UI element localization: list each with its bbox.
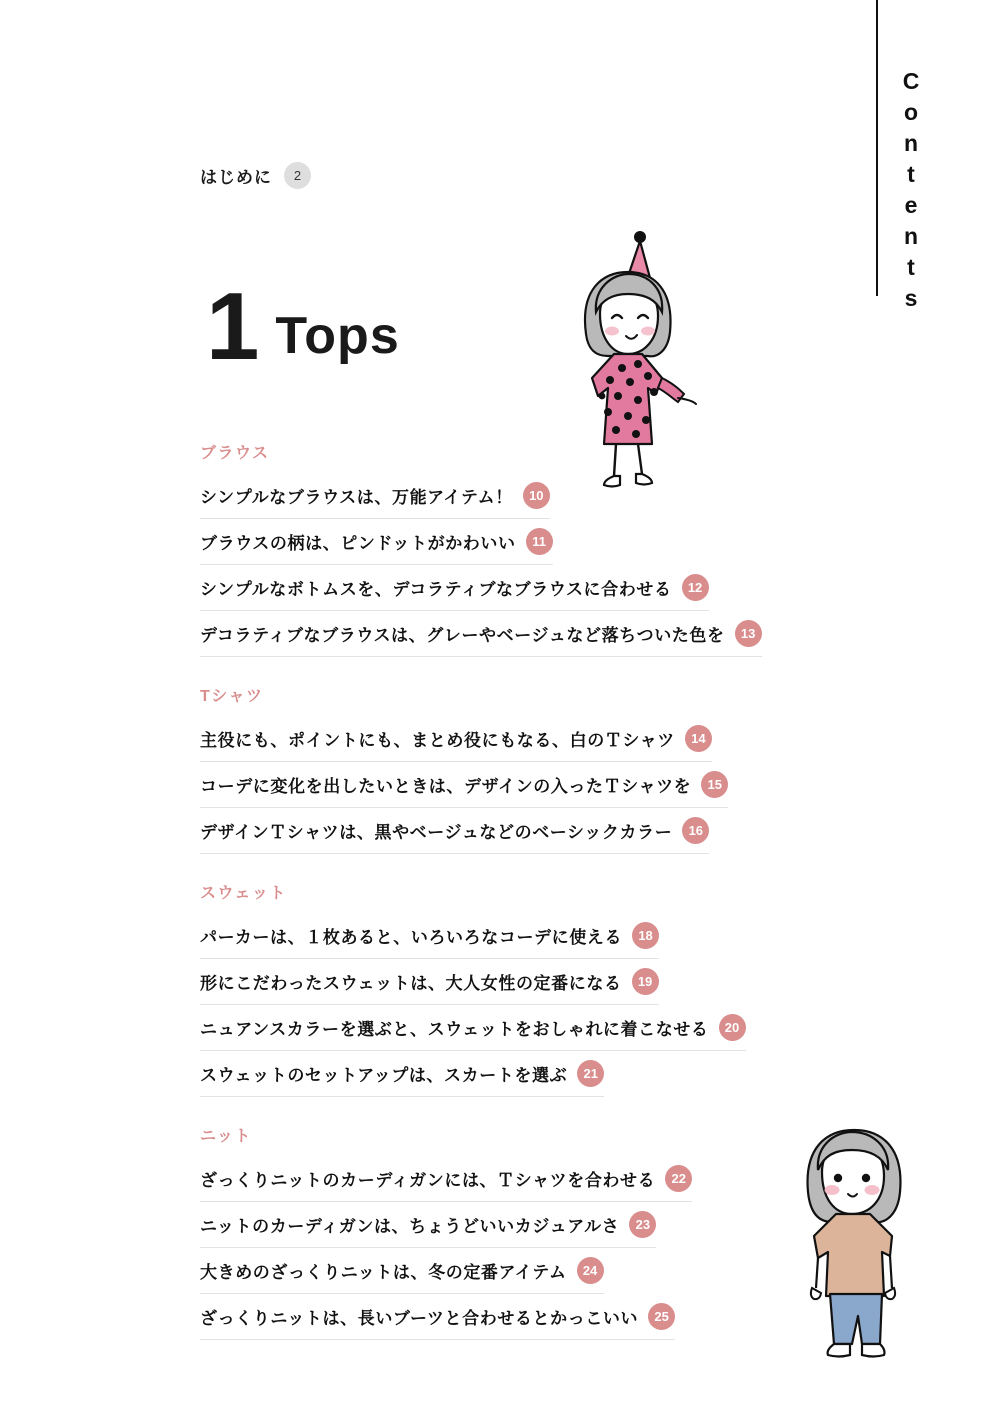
toc-entry-text: 大きめのざっくりニットは、冬の定番アイテム [200,1263,567,1282]
toc-entry-text: シンプルなブラウスは、万能アイテム！ [200,488,513,507]
toc-entry-text: ブラウスの柄は、ピンドットがかわいい [200,534,516,553]
toc-entry-page: 14 [685,725,712,752]
toc-entry[interactable] [200,716,712,762]
toc-entry[interactable] [200,808,709,854]
toc-group [200,440,900,657]
toc-entry-page: 22 [665,1165,692,1192]
toc-entry-page: 19 [632,968,659,995]
toc-entry-text: シンプルなボトムスを、デコラティブなブラウスに合わせる [200,580,672,599]
toc-entry[interactable] [200,519,553,565]
toc-entry-page: 25 [648,1303,675,1330]
toc-entry[interactable] [200,1051,604,1097]
toc-entry-text: コーデに変化を出したいときは、デザインの入ったＴシャツを [200,777,692,796]
toc-entry-page: 21 [577,1060,604,1087]
toc-group-title: Tシャツ [200,688,264,705]
chapter-number: 1 [206,273,258,380]
intro-page-badge: 2 [284,162,311,189]
intro-label: はじめに [200,168,272,187]
contents-rule [876,0,878,296]
toc-entry[interactable] [200,473,550,519]
toc-entry-text: スウェットのセットアップは、スカートを選ぶ [200,1066,568,1085]
toc-entry-page: 24 [577,1257,604,1284]
toc-entry[interactable] [200,565,709,611]
toc-entry-page: 10 [523,482,550,509]
contents-label: Contents [898,68,924,316]
toc-entry[interactable] [200,913,659,959]
woman-beige-top-blue-pants-illustration [782,1120,952,1380]
toc-group [200,880,900,1097]
toc-entry-text: ニュアンスカラーを選ぶと、スウェットをおしゃれに着こなせる [200,1020,709,1039]
toc-entry-text: パーカーは、１枚あると、いろいろなコーデに使える [200,928,623,947]
toc-entry-text: ニットのカーディガンは、ちょうどいいカジュアルさ [200,1217,620,1236]
toc-entry-page: 18 [632,922,659,949]
chapter-heading [206,273,400,380]
toc-entry-text: デザインＴシャツは、黒やベージュなどのベーシックカラー [200,823,673,842]
toc-entry[interactable] [200,1294,675,1340]
toc-entry-page: 20 [719,1014,746,1041]
chapter-title: Tops [275,306,400,365]
toc-group-title: スウェット [200,885,287,902]
toc-group-title: ニット [200,1128,252,1145]
toc-entry-text: 形にこだわったスウェットは、大人女性の定番になる [200,974,622,993]
intro-entry[interactable] [200,162,311,189]
toc-group-title: ブラウス [200,445,270,462]
toc-entry[interactable] [200,1005,746,1051]
toc-group [200,683,900,854]
toc-entry[interactable] [200,1202,656,1248]
toc-entry[interactable] [200,1248,604,1294]
toc-entry-text: 主役にも、ポイントにも、まとめ役にもなる、白のＴシャツ [200,731,675,750]
toc-entry[interactable] [200,959,659,1005]
toc-entry-page: 23 [629,1211,656,1238]
toc-entry[interactable] [200,1156,692,1202]
toc-entry-page: 15 [701,771,728,798]
toc-entry[interactable] [200,611,762,657]
toc-entry-text: ざっくりニットは、長いブーツと合わせるとかっこいい [200,1309,639,1328]
toc-entry-text: デコラティブなブラウスは、グレーやベージュなど落ちついた色を [200,626,725,645]
toc-entry-page: 11 [526,528,553,555]
toc-entry-text: ざっくりニットのカーディガンには、Ｔシャツを合わせる [200,1171,656,1190]
toc-entry-page: 13 [735,620,762,647]
toc-entry-page: 12 [682,574,709,601]
toc-entry[interactable] [200,762,728,808]
toc-entry-page: 16 [682,817,709,844]
